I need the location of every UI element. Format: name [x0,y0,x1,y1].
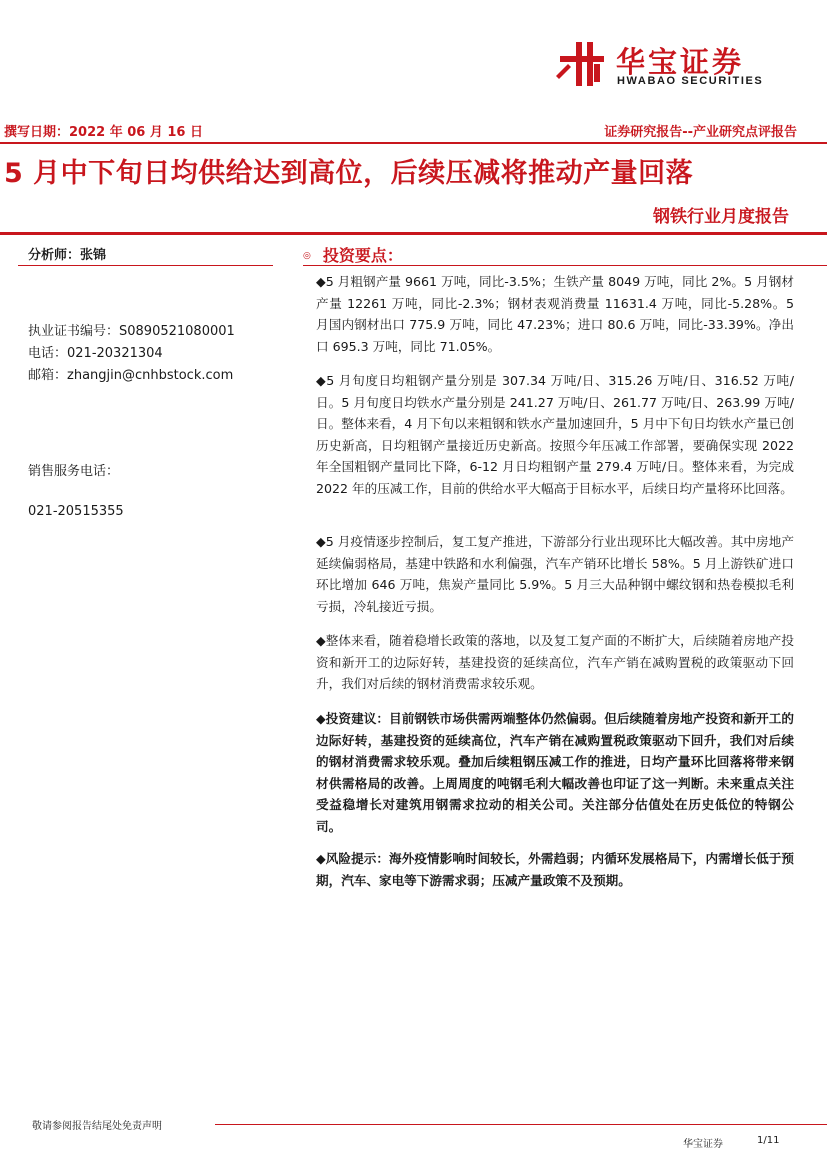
title-divider [0,232,827,235]
key-point-paragraph: ◆5 月旬度日均粗钢产量分别是 307.34 万吨/日、315.26 万吨/日、316.52 万吨/日。5 月旬度日均铁水产量分别是 241.27 万吨/日、261.77 万吨/日、263.99 万吨/日。整体来看，4 月下旬以来粗钢和铁水产量加速回升，5 月中下旬日均铁水产量已创历史新高，日均粗钢产量接近历史新高。按照今年压减工作部署，要确保实现 2022 年全国粗钢产量同比下降，6-12 月日均粗钢产量 279.4 万吨/日。整体来看，为完成 2022 年的压减工作，目前的供给水平大幅高于目标水平，后续日均产量将环比回落。 [316,373,794,496]
key-points-heading-text: 投资要点： [322,246,403,265]
key-point-paragraph: ◆整体来看，随着稳增长政策的落地，以及复工复产面的不断扩大，后续随着房地产投资和新开工的边际好转，基建投资的延续高位，汽车产销在减购置税的政策驱动下回升，我们对后续的钢材消费需求较乐观。 [316,633,794,691]
analyst-email[interactable]: 邮箱：zhangjin@cnhbstock.com [28,368,234,383]
analyst-phone: 电话：021-20321304 [28,346,163,361]
footer-divider [215,1124,827,1125]
analyst-cert: 执业证书编号：S0890521080001 [28,324,235,339]
report-date: 撰写日期：2022 年 06 月 16 日 [4,125,203,140]
key-points-divider [303,265,827,266]
footer-company: 华宝证券 [683,1139,723,1150]
sales-phone: 021-20515355 [28,504,124,519]
footer-disclaimer: 敬请参阅报告结尾处免责声明 [32,1121,162,1132]
page-subtitle: 钢铁行业月度报告 [653,207,789,227]
header-divider [0,142,827,144]
brand-name-cn: 华宝证券 [616,45,745,79]
brand-name-en: HWABAO SECURITIES [617,75,764,87]
analyst-name: 分析师：张锦 [28,248,107,263]
page-title: 5 月中下旬日均供给达到高位，后续压减将推动产量回落 [4,158,694,189]
key-point-paragraph: ◆5 月疫情逐步控制后，复工复产推进，下游部分行业出现环比大幅改善。其中房地产延续偏弱格局，基建中铁路和水利偏强，汽车产销环比增长 58%。5 月上游铁矿进口环比增加 646 万吨，焦炭产量同比 5.9%。5 月三大品种钢中螺纹钢和热卷模拟毛利亏损，冷轧接近亏损。 [316,534,794,614]
brand-logo [556,40,796,90]
page-number: 1/11 [757,1135,780,1146]
sales-label: 销售服务电话： [28,464,120,479]
sidebar-divider [18,265,273,266]
hwabao-logo-icon [556,40,608,88]
key-point-paragraph: ◆5 月粗钢产量 9661 万吨，同比-3.5%；生铁产量 8049 万吨，同比 2%。5 月钢材产量 12261 万吨，同比-2.3%；钢材表观消费量 11631.4 万吨，同比-5.28%。5 月国内钢材出口 775.9 万吨，同比 47.23%；进口 80.6 万吨，同比-33.39%。净出口 695.3 万吨，同比 71.05%。 [316,274,794,354]
target-icon: ◎ [303,251,311,261]
risk-warning: ◆风险提示：海外疫情影响时间较长，外需趋弱；内循环发展格局下，内需增长低于预期，汽车、家电等下游需求弱；压减产量政策不及预期。 [316,851,794,888]
report-type: 证券研究报告--产业研究点评报告 [604,125,797,140]
investment-advice: ◆投资建议：目前钢铁市场供需两端整体仍然偏弱。但后续随着房地产投资和新开工的边际好转，基建投资的延续高位，汽车产销在减购置税政策驱动下回升，我们对后续的钢材消费需求较乐观。叠加后续粗钢压减工作的推进，日均产量环比回落将带来钢材供需格局的改善。上周周度的吨钢毛利大幅改善也印证了这一判断。未来重点关注受益稳增长对建筑用钢需求拉动的相关公司。关注部分估值处在历史低位的特钢公司。 [316,711,794,834]
key-points-heading [303,243,403,266]
